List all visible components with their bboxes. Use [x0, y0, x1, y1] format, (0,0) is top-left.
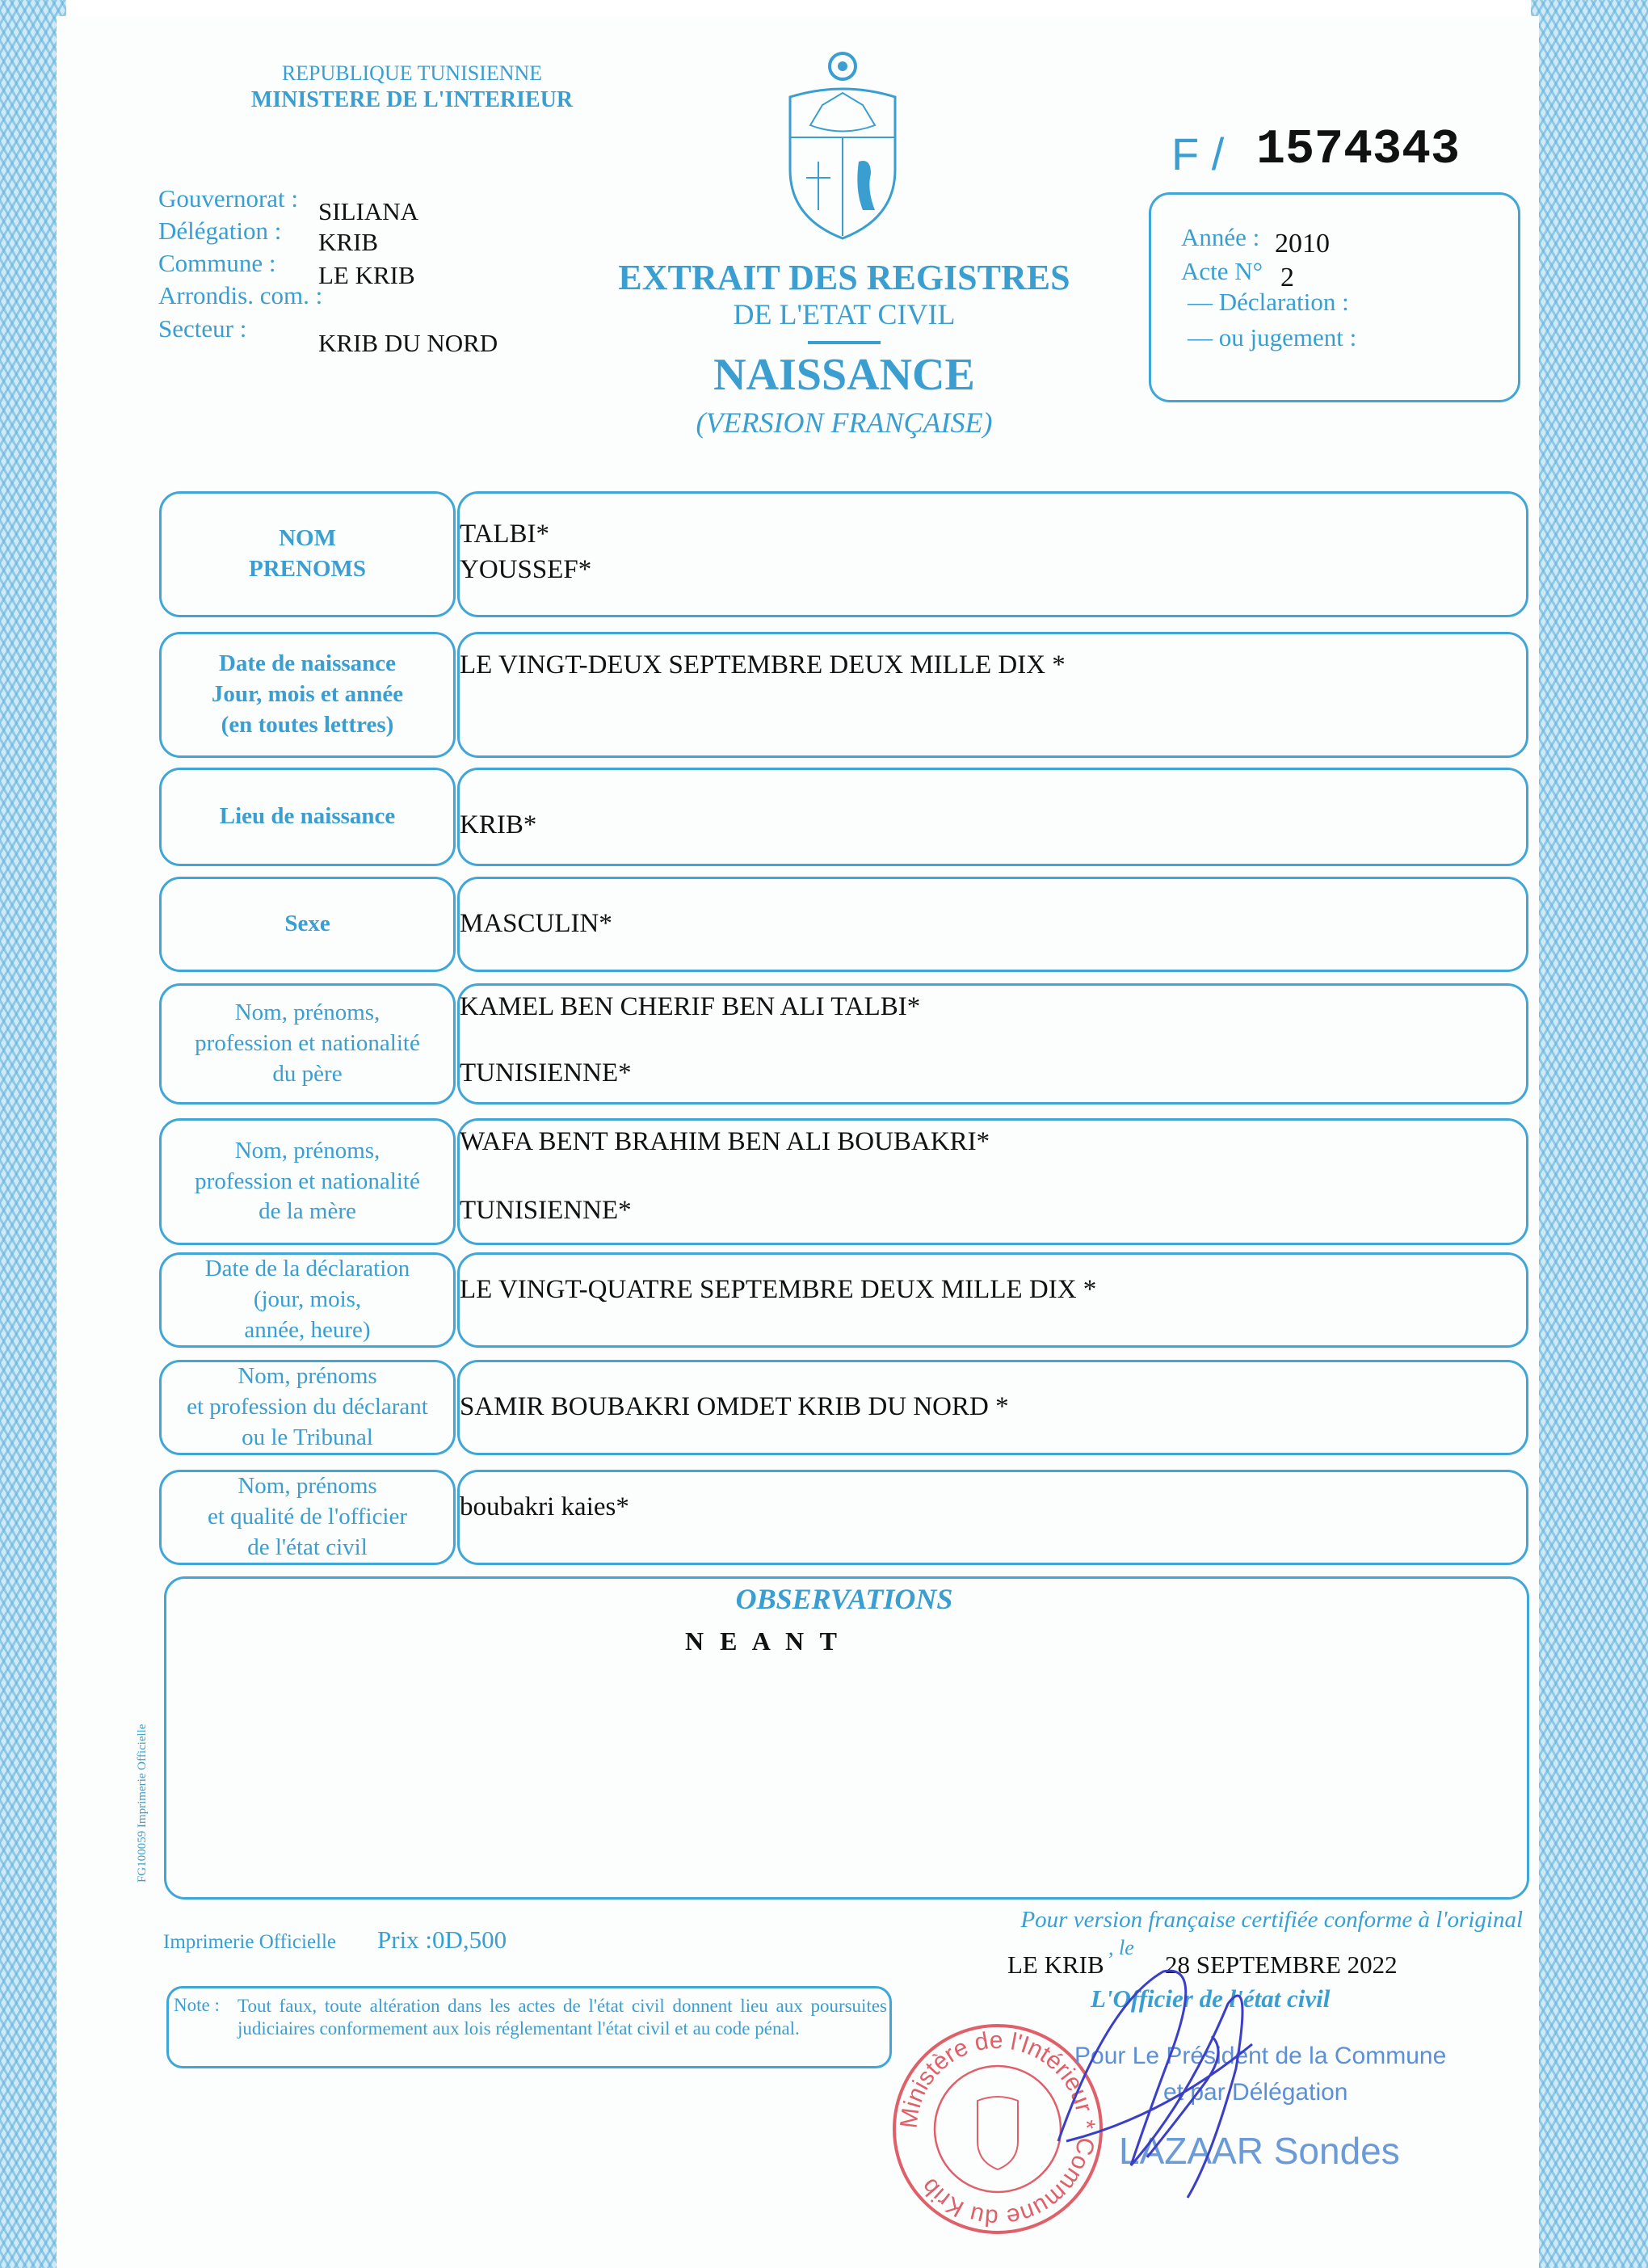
- le-label: , le: [1108, 1936, 1134, 1959]
- value-line: TALBI*: [460, 520, 550, 549]
- value-line: YOUSSEF*: [460, 555, 592, 584]
- label-line: profession et nationalité: [195, 1030, 420, 1057]
- serial-prefix: F /: [1171, 128, 1225, 179]
- handwritten-signature-icon: [1042, 1955, 1317, 2214]
- row-value-sexe: [457, 877, 1528, 972]
- value-line: boubakri kaies*: [460, 1492, 629, 1521]
- label-line: de l'état civil: [247, 1534, 368, 1560]
- title-divider: [808, 341, 881, 344]
- commune-value: LE KRIB: [318, 261, 415, 289]
- row-label-sexe: [159, 877, 456, 972]
- label-line: ou le Tribunal: [242, 1424, 373, 1450]
- printer-label: Imprimerie Officielle: [163, 1931, 337, 1953]
- jugement-label: — ou jugement :: [1188, 323, 1357, 351]
- acte-label: Acte N°: [1181, 257, 1263, 285]
- row-label-lieu-naissance: [159, 768, 456, 866]
- label-line: et profession du déclarant: [187, 1394, 428, 1420]
- annee-label: Année :: [1181, 223, 1260, 251]
- row-value-date-naissance: [457, 632, 1528, 758]
- value-line: KAMEL BEN CHERIF BEN ALI TALBI*: [460, 992, 921, 1021]
- label-line: PRENOMS: [249, 556, 366, 582]
- label-line: Nom, prénoms,: [234, 1137, 380, 1163]
- label-line: Date de naissance: [218, 650, 397, 677]
- declaration-label: — Déclaration :: [1188, 288, 1349, 316]
- label-line: de la mère: [259, 1198, 356, 1225]
- ministry-header: MINISTERE DE L'INTERIEUR: [250, 87, 574, 112]
- gouvernorat-value: SILIANA: [318, 197, 418, 225]
- annee-value: 2010: [1275, 229, 1330, 259]
- row-label-officier: [159, 1470, 456, 1565]
- arrondis-label: Arrondis. com. :: [158, 281, 323, 309]
- value-line: LE VINGT-DEUX SEPTEMBRE DEUX MILLE DIX *: [460, 650, 1066, 680]
- place-value: LE KRIB: [1007, 1950, 1104, 1979]
- title-etat-civil: DE L'ETAT CIVIL: [733, 298, 956, 330]
- observations-title: OBSERVATIONS: [735, 1583, 953, 1615]
- signatory-name: LAZAAR Sondes: [1119, 2130, 1400, 2172]
- label-line: Nom, prénoms: [238, 1473, 377, 1500]
- label-line: Sexe: [284, 911, 330, 937]
- label-line: Lieu de naissance: [219, 803, 396, 830]
- row-label-mere: [159, 1118, 456, 1245]
- row-value-date-declaration: [457, 1252, 1528, 1348]
- row-value-nom-prenoms: [457, 491, 1528, 617]
- delegation-stamp-line2: et par Délégation: [1163, 2079, 1348, 2106]
- label-line: (en toutes lettres): [221, 711, 394, 738]
- title-naissance: NAISSANCE: [713, 350, 975, 400]
- observations-box: [164, 1576, 1529, 1900]
- observations-text: N E A N T: [685, 1626, 842, 1656]
- acte-value: 2: [1280, 263, 1294, 292]
- note-text: Tout faux, toute altération dans les actes de l'état civil donnent lieu aux poursuites judiciaires conformement aux lois réglementant l'état civil et au code pénal.: [238, 1996, 887, 2039]
- row-value-lieu-naissance: [457, 768, 1528, 866]
- row-label-nom-prenoms: [159, 491, 456, 617]
- certified-text: Pour version française certifiée conforme à l'original: [1020, 1907, 1523, 1933]
- secteur-value: KRIB DU NORD: [318, 329, 498, 357]
- delegation-stamp-line1: Pour Le Président de la Commune: [1074, 2043, 1447, 2069]
- label-line: Jour, mois et année: [211, 681, 404, 708]
- value-line: WAFA BENT BRAHIM BEN ALI BOUBAKRI*: [460, 1127, 990, 1156]
- secteur-label: Secteur :: [158, 314, 247, 343]
- label-line: Date de la déclaration: [204, 1256, 410, 1282]
- label-line: du père: [272, 1060, 343, 1087]
- gouvernorat-label: Gouvernorat :: [158, 184, 299, 212]
- price-label: Prix :0D,500: [377, 1925, 507, 1954]
- title-extrait: EXTRAIT DES REGISTRES: [618, 258, 1070, 297]
- tunisia-coat-of-arms-icon: [782, 48, 903, 242]
- delegation-value: KRIB: [318, 228, 379, 256]
- right-guilloche-border: [1531, 0, 1648, 2268]
- value-line: SAMIR BOUBAKRI OMDET KRIB DU NORD *: [460, 1392, 1009, 1421]
- label-line: Nom, prénoms,: [234, 999, 380, 1026]
- row-value-pere: [457, 983, 1528, 1105]
- row-label-declarant: [159, 1360, 456, 1455]
- value-line: TUNISIENNE*: [460, 1058, 632, 1088]
- value-line: MASCULIN*: [460, 909, 612, 938]
- row-value-officier: [457, 1470, 1528, 1565]
- delegation-label: Délégation :: [158, 217, 282, 245]
- label-line: profession et nationalité: [195, 1168, 420, 1194]
- title-version: (VERSION FRANÇAISE): [696, 406, 993, 439]
- label-line: et qualité de l'officier: [207, 1504, 408, 1530]
- svg-text:Ministère de l'Intérieur * Com: Ministère de l'Intérieur * Commune du Krib: [895, 2026, 1100, 2232]
- value-line: LE VINGT-QUATRE SEPTEMBRE DEUX MILLE DIX *: [460, 1275, 1097, 1304]
- value-line: KRIB*: [460, 810, 537, 839]
- commune-label: Commune :: [158, 249, 276, 277]
- row-value-declarant: [457, 1360, 1528, 1455]
- row-label-pere: [159, 983, 456, 1105]
- label-line: année, heure): [244, 1316, 371, 1343]
- serial-number: 1574343: [1256, 123, 1461, 178]
- note-label: Note :: [174, 1995, 220, 2015]
- label-line: Nom, prénoms: [238, 1363, 377, 1390]
- date-value: 28 SEPTEMBRE 2022: [1165, 1950, 1398, 1979]
- row-label-date-naissance: [159, 632, 456, 758]
- officer-label: L'Officier de l'état civil: [1091, 1984, 1331, 2013]
- label-line: NOM: [279, 525, 336, 552]
- row-value-mere: [457, 1118, 1528, 1245]
- row-label-date-declaration: [159, 1252, 456, 1348]
- label-line: (jour, mois,: [253, 1286, 362, 1313]
- republic-header: REPUBLIQUE TUNISIENNE: [281, 61, 543, 85]
- value-line: TUNISIENNE*: [460, 1196, 632, 1225]
- side-print-code: FG100059 Imprimerie Officielle: [136, 1723, 149, 1883]
